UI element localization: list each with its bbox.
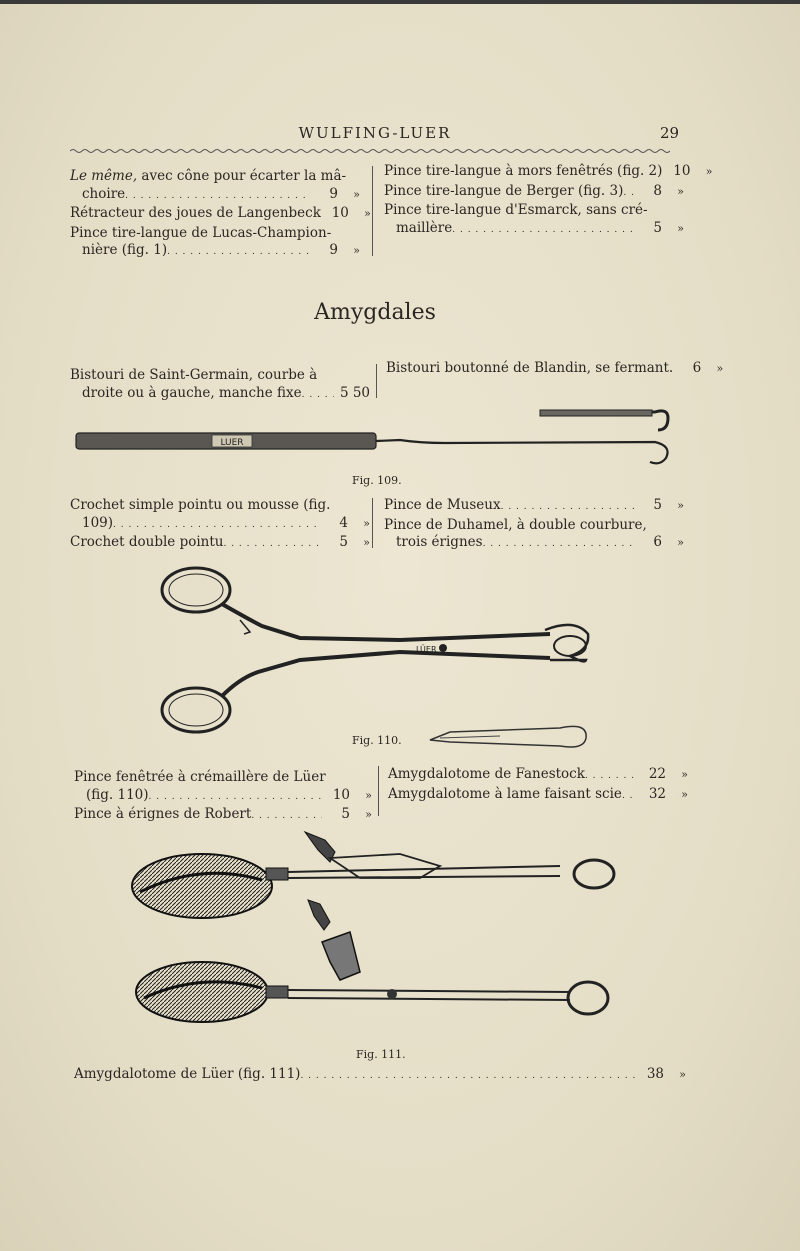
- price: 10: [673, 163, 691, 179]
- handle-engraving: LUER: [220, 438, 244, 448]
- price: 38: [646, 1066, 664, 1082]
- engraving-text: LÜER: [416, 645, 437, 654]
- price: 5: [339, 534, 348, 550]
- list-item: Bistouri de Saint-Germain, courbe à: [70, 367, 318, 383]
- list-item: Pince tire-langue d'Esmarck, sans cré-: [384, 202, 648, 218]
- block4-right-column: [388, 766, 688, 805]
- price: 5: [653, 497, 662, 513]
- figure-caption: Fig. 109.: [352, 474, 402, 487]
- price: 5 50: [339, 384, 370, 401]
- figure-caption: Fig. 110.: [352, 734, 402, 747]
- list-item: maillère . . . 5 »: [384, 220, 684, 240]
- fig110-illustration: [0, 560, 800, 760]
- block3-left-column: [70, 497, 370, 554]
- price: 10: [332, 786, 350, 803]
- scan-edge: [0, 0, 800, 4]
- list-item: droite ou à gauche, manche fixe . . . 5 50: [70, 385, 370, 405]
- block1-right-column: [384, 163, 713, 239]
- list-item: Amygdalotome de Lüer (fig. 111) . . . 38 »: [74, 1066, 686, 1086]
- list-item: choire . . . 9 »: [70, 186, 360, 206]
- section-heading: Amygdales: [314, 300, 436, 325]
- italic-label: Le même,: [70, 168, 138, 184]
- column-brace: [378, 766, 387, 816]
- block3-right-column: [384, 497, 684, 554]
- price: 9: [329, 242, 338, 258]
- list-item: Amygdalotome de Fanestock . . . 22 »: [388, 766, 688, 786]
- block1-left-column: [70, 168, 371, 262]
- list-item: nière (fig. 1) . . . 9 »: [70, 242, 360, 262]
- price: 9: [329, 185, 338, 202]
- price: 22: [648, 766, 666, 782]
- column-brace: [372, 498, 381, 548]
- price: 6: [692, 360, 702, 376]
- column-brace: [376, 364, 385, 398]
- list-item: Bistouri boutonné de Blandin, se fermant. 6 »: [386, 360, 724, 376]
- list-item: Pince fenêtrée à crémaillère de Lüer: [74, 769, 326, 785]
- header-wavy-rule: [70, 147, 670, 155]
- list-item: trois érignes . . . 6 »: [384, 534, 684, 554]
- list-item: Pince tire-langue de Lucas-Champion-: [70, 224, 332, 241]
- list-item: Crochet double pointu . . . 5 »: [70, 534, 370, 554]
- price: 32: [648, 785, 666, 802]
- block2-right-column: [386, 360, 724, 380]
- list-item: Pince de Duhamel, à double courbure,: [384, 516, 647, 533]
- column-brace: [372, 166, 381, 256]
- list-item: Rétracteur des joues de Langenbeck 10 »: [70, 205, 371, 221]
- list-item: Amygdalotome à lame faisant scie . . . 32 »: [388, 786, 688, 806]
- final-entry: [74, 1066, 686, 1086]
- list-item: Pince à érignes de Robert . . . 5 »: [74, 806, 372, 826]
- price: 5: [341, 806, 350, 822]
- list-item: (fig. 110) . . . 10 »: [74, 787, 372, 807]
- list-item: Le même, avec cône pour écarter la mâ-: [70, 168, 347, 184]
- block2-left-column: [70, 367, 370, 404]
- list-item: Pince de Museux . . . 5 »: [384, 497, 684, 517]
- price: 4: [339, 514, 348, 531]
- block4-left-column: [74, 769, 372, 826]
- price: 5: [653, 219, 662, 236]
- figure-caption: Fig. 111.: [356, 1048, 406, 1061]
- price: 10: [331, 205, 349, 221]
- page-number: 29: [660, 124, 680, 142]
- list-item: 109) . . . 4 »: [70, 515, 370, 535]
- price: 6: [653, 534, 662, 550]
- list-item: Pince tire-langue à mors fenêtrés (fig. 2) 10 »: [384, 163, 713, 179]
- running-header: WULFING-LUER: [298, 124, 452, 142]
- list-item: Crochet simple pointu ou mousse (fig.: [70, 497, 331, 513]
- list-item: Pince tire-langue de Berger (fig. 3) . . . 8 »: [384, 183, 684, 203]
- fig111-illustration: [0, 822, 800, 1052]
- price: 8: [653, 182, 662, 199]
- fig109-illustration: [0, 400, 800, 470]
